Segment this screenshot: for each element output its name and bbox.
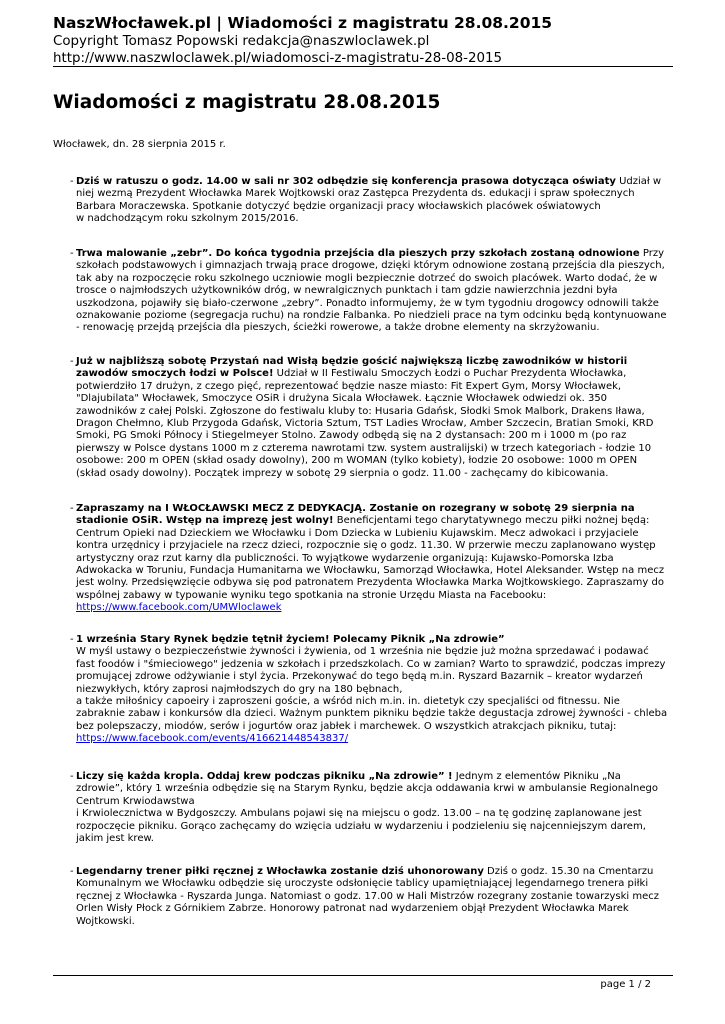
- news-body: Udział w niej wezmą Prezydent Włocławka Marek Wojtkowski oraz Zastępca Prezydenta ds. edukacji i spraw społecznych Barbara Moraczewska. Spotkanie dotyczyć będzie organizacji pracy włocławskich placówek oświatowych w nadchodzącym roku szkolnym 2015/2016.: [76, 176, 662, 225]
- news-headline: Legendarny trener piłki ręcznej z Włocławka zostanie dziś uhonorowany: [76, 866, 484, 877]
- bullet-dash: -: [70, 248, 74, 259]
- facebook-event-link[interactable]: https://www.facebook.com/events/416621448543837/: [76, 733, 349, 745]
- news-item: [70, 866, 670, 928]
- news-item: [70, 248, 670, 335]
- news-headline: 1 września Stary Rynek będzie tętnił życiem! Polecamy Piknik „Na zdrowie”: [76, 634, 505, 645]
- bullet-dash: -: [70, 356, 74, 367]
- page-number: page 1 / 2: [600, 979, 651, 990]
- bullet-dash: -: [70, 634, 74, 645]
- news-headline: Liczy się każda kropla. Oddaj krew podczas pikniku „Na zdrowie” !: [76, 771, 453, 782]
- bullet-dash: -: [70, 771, 74, 782]
- news-item: [70, 771, 670, 845]
- source-url[interactable]: http://www.naszwloclawek.pl/wiadomosci-z-magistratu-28-08-2015: [53, 51, 503, 66]
- news-item: [70, 356, 670, 480]
- news-body: W myśl ustawy o bezpieczeństwie żywności i żywienia, od 1 września nie będzie już można sprzedawać i podawać fast foodów i "śmieciowego" jedzenia w szkołach i przedszkolach. Co w zamian? Warto to sprawdzić, podczas imprezy promującej zdrowe odżywianie i styl życia. Przekonywać do tego będą m.in. Ryszard Bazarnik – kreator wydarzeń niezwykłych, który zaprosi najmłodszych do gry na 180 bębnach, a także miłośnicy capoeiry i zaproszeni goście, a wśród nich m.in. in. dietetyk czy specjaliści od fitnessu. Nie zabraknie zabaw i konkursów dla dzieci. Ważnym punktem pikniku będzie także degustacja zdrowej żywności - chleba bez polepszaczy, miodów, serów i jogurtów oraz jabłek i marchewek. O wszystkich atrakcjach pikniku, tutaj:: [76, 646, 668, 732]
- dateline: Włocławek, dn. 28 sierpnia 2015 r.: [53, 139, 226, 150]
- document-header: [53, 14, 673, 67]
- bullet-dash: -: [70, 503, 74, 514]
- copyright-line: Copyright Tomasz Popowski redakcja@naszwloclawek.pl: [53, 34, 430, 49]
- news-body: Udział w II Festiwalu Smoczych Łodzi o Puchar Prezydenta Włocławka, potwierdziło 17 drużyn, z czego pięć, reprezentować będzie nasze miasto: Fit Expert Gym, Morsy Włocławek, "Dlajubilata" Włocławek, Smoczyce OSiR i drużyna Sicala Włocławek. Łącznie Włocławek odwiedzi ok. 350 zawodników z całej Polski. Zgłoszone do festiwalu kluby to: Husaria Gdańsk, Słodki Smok Malbork, Drakens Iława, Dragon Chełmno, Klub Przygoda Gdańsk, Victoria Sztum, TST Ladies Wrocław, Amber Szczecin, Bratian Smoki, KRD Smoki, PG Smoki Północy i Stiegelmeyer Stolno. Zawody odbędą się na 2 dystansach: 200 m i 1000 m (po raz pierwszy w Polsce dystans 1000 m z czterema nawrotami tzw. system australijski) w trzech kategoriach - łodzie 10 osobowe: 200 m OPEN (skład osady dowolny), 200 m WOMAN (tylko kobiety), łodzie 20 osobowe: 1000 m OPEN (skład osady dowolny). Początek imprezy w sobotę 29 sierpnia o godz. 11.00 - zachęcamy do kibicowania.: [76, 368, 654, 479]
- news-body: Przy szkołach podstawowych i gimnazjach trwają prace drogowe, dzięki którym odnowione zostaną przejścia dla pieszych, tak aby na rozpoczęcie roku szkolnego uczniowie mogli bezpiecznie dotrzeć do swoich placówek. Warto dodać, że w trosce o najmłodszych użytkowników dróg, w newralgicznych punktach i tam gdzie nawierzchnia jezdni była uszkodzona, pojawiły się biało-czerwone „zebry”. Ponadto informujemy, że w tym tygodniu drogowcy odnowili także oznakowanie poziome (segregacja ruchu) na rondzie Falbanka. Po niedzieli prace na tym odcinku będą kontynuowane - renowację przejdą przejścia dla pieszych, ścieżki rowerowe, a także drobne elementy na skrzyżowaniu.: [76, 248, 667, 334]
- bullet-dash: -: [70, 866, 74, 877]
- news-headline: Trwa malowanie „zebr”. Do końca tygodnia przejścia dla pieszych przy szkołach zostaną odnowione: [76, 248, 640, 259]
- news-item: [70, 176, 670, 226]
- site-title: NaszWłocławek.pl | Wiadomości z magistratu 28.08.2015: [53, 14, 553, 32]
- news-headline: Już w najbliższą sobotę Przystań nad Wisłą będzie gościć największą liczbę zawodników w historii zawodów smoczych łodzi w Polsce!: [76, 356, 628, 380]
- news-headline: Dziś w ratuszu o godz. 14.00 w sali nr 302 odbędzie się konferencja prasowa dotycząca oświaty: [76, 176, 616, 187]
- news-item: [70, 634, 670, 746]
- news-headline: Zapraszamy na I WŁOCŁAWSKI MECZ Z DEDYKACJĄ. Zostanie on rozegrany w sobotę 29 sierpnia na stadionie OSiR. Wstęp na imprezę jest wolny!: [76, 503, 635, 527]
- article-title: Wiadomości z magistratu 28.08.2015: [53, 92, 441, 113]
- facebook-link[interactable]: https://www.facebook.com/UMWloclawek: [76, 602, 282, 614]
- news-body: Jednym z elementów Pikniku „Na zdrowie”, który 1 września odbędzie się na Starym Rynku, będzie akcja oddawania krwi w ambulansie Regionalnego Centrum Krwiodawstwa i Krwiolecznictwa w Bydgoszczy. Ambulans pojawi się na miejscu o godz. 13.00 – na tę godzinę zaplanowane jest rozpoczęcie pikniku. Gorąco zachęcamy do wzięcia udziału w wydarzeniu i podzieleniu się najcenniejszym darem, jakim jest krew.: [76, 771, 658, 845]
- news-item: [70, 503, 670, 615]
- bullet-dash: -: [70, 176, 74, 187]
- news-body: Dziś o godz. 15.30 na Cmentarzu Komunalnym we Włocławku odbędzie się uroczyste odsłonięcie tablicy upamiętniającej legendarnego trenera piłki ręcznej z Włocławka - Ryszarda Junga. Natomiast o godz. 17.00 w Hali Mistrzów rozegrany zostanie towarzyski mecz Orlen Wisły Płock z Górnikiem Zabrze. Honorowy patronat nad wydarzeniem objął Prezydent Włocławka Marek Wojtkowski.: [76, 866, 660, 927]
- news-body: Beneficjentami tego charytatywnego meczu piłki nożnej będą: Centrum Opieki nad Dzieckiem we Włocławku i Dom Dziecka w Lubieniu Kujawskim. Mecz adwokaci i przyjaciele kontra urzędnicy i przyjaciele na rzecz dzieci, rozpocznie się o godz. 11.30. W przerwie meczu zaplanowano występ artystyczny oraz rzut karny dla publiczności. To wyjątkowe wydarzenie organizują: Kujawsko-Pomorska Izba Adwokacka w Toruniu, Fundacja Humanitarna we Włocławku, Samorząd Włocławka, Hotel Aleksander. Wstęp na mecz jest wolny. Przedsięwzięcie odbywa się pod patronatem Prezydenta Włocławka Marka Wojtkowskiego. Zapraszamy do wspólnej zabawy w typowanie wyniku tego spotkania na stronie Urzędu Miasta na Facebooku:: [76, 515, 665, 601]
- header-divider: [53, 66, 673, 67]
- footer-divider: [53, 975, 673, 976]
